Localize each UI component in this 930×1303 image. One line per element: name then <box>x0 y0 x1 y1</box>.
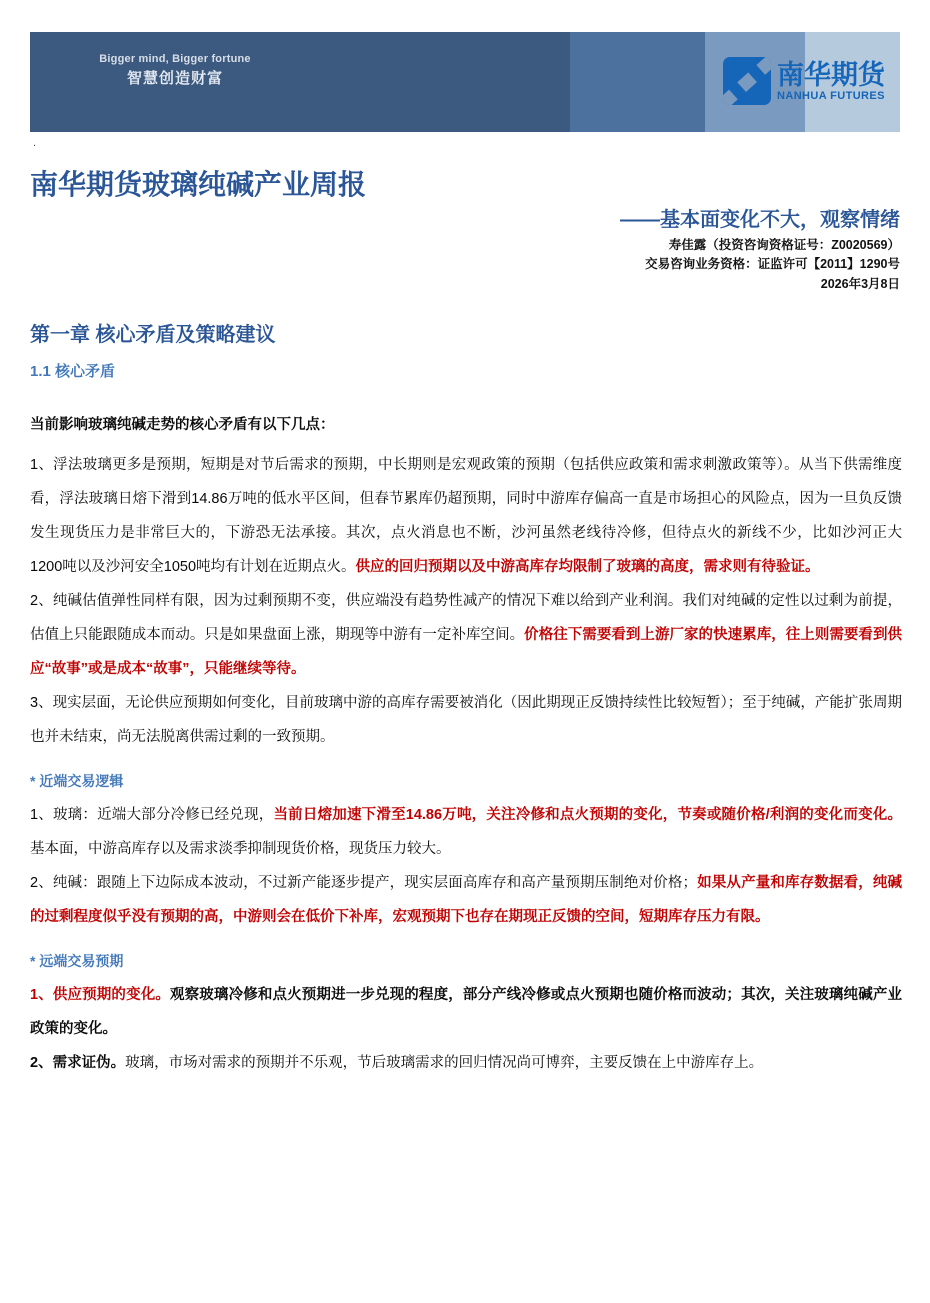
paragraph-3: 3、现实层面，无论供应预期如何变化，目前玻璃中游的高库存需要被消化（因此期现正反馈持续性比较短暂）；至于纯碱，产能扩张周期也并未结束，尚无法脱离供需过剩的一致预期。 <box>30 695 902 745</box>
far-term-item-2 <box>30 1046 902 1080</box>
report-date: 2026年3月8日 <box>820 276 900 291</box>
near-term-item-2 <box>30 866 902 934</box>
body-lead: 当前影响玻璃纯碱走势的核心矛盾有以下几点： <box>30 417 335 433</box>
far-term-item-1 <box>30 978 902 1046</box>
near-term-1-highlight: 当前日熔加速下滑至14.86万吨，关注冷修和点火预期的变化，节奏或随价格/利润的变化而变化。 <box>273 807 902 823</box>
paragraph-2-highlight: 价格往下需要看到上游厂家的快速累库，往上则需要看到供应“故事”或是成本“故事”，只能继续等待。 <box>30 627 903 677</box>
near-term-item-1 <box>30 798 902 866</box>
near-term-1-text: 1、玻璃：近端大部分冷修已经兑现， <box>30 807 274 823</box>
far-term-2-label: 2、需求证伪。 <box>30 1055 126 1071</box>
license-number: 交易咨询业务资格：证监许可【2011】1290号 <box>645 257 900 272</box>
page-subtitle: ——基本面变化不大，观察情绪 <box>620 209 900 231</box>
document-body <box>30 408 902 1080</box>
chapter-heading: 第一章 核心矛盾及策略建议 <box>30 324 276 346</box>
logo-name-english: NANHUA FUTURES <box>777 90 885 102</box>
company-tagline <box>55 52 295 89</box>
paragraph-1-text: 1、浮法玻璃更多是预期，短期是对节后需求的预期，中长期则是宏观政策的预期（包括供应政策和需求刺激政策等）。从当下供需维度看，浮法玻璃日熔下滑到14.86万吨的低水平区间，但春节累库仍超预期，同时中游库存偏高一直是市场担心的风险点，因为一旦负反馈发生现货压力是非常巨大的，下游恐无法承接。其次，点火消息也不断，沙河虽然老线待冷修，但待点火的新线不少，比如沙河正大1200吨以及沙河安全1050吨均有计划在近期点火。 <box>30 457 902 575</box>
tagline-chinese: 智慧创造财富 <box>126 69 223 87</box>
far-term-heading: * 远端交易预期 <box>30 953 124 969</box>
near-term-2-highlight: 如果从产量和库存数据看，纯碱的过剩程度似乎没有预期的高，中游则会在低价下补库，宏观预期下也存在期现正反馈的空间，短期库存压力有限。 <box>30 875 903 925</box>
paragraph-1-highlight: 供应的回归预期以及中游高库存均限制了玻璃的高度，需求则有待验证。 <box>355 559 820 575</box>
paragraph-2-text: 2、纯碱估值弹性同样有限，因为过剩预期不变，供应端没有趋势性减产的情况下难以给到产业利润。我们对纯碱的定性以过剩为前提，估值上只能跟随成本而动。只是如果盘面上涨，期现等中游有一定补库空间。 <box>30 593 902 643</box>
nanhua-logo-icon <box>723 57 771 105</box>
tagline-english: Bigger mind, Bigger fortune <box>99 53 251 65</box>
banner-band-mid <box>570 32 705 132</box>
far-term-2-text: 玻璃，市场对需求的预期并不乐观，节后玻璃需求的回归情况尚可博弈，主要反馈在上中游库存上。 <box>125 1055 764 1071</box>
paragraph-2 <box>30 584 902 686</box>
near-term-2-text: 2、纯碱：跟随上下边际成本波动，不过新产能逐步提产，现实层面高库存和高产量预期压制绝对价格； <box>30 875 697 891</box>
section-heading: 1.1 核心矛盾 <box>30 363 116 380</box>
paragraph-1 <box>30 448 902 584</box>
near-term-heading: * 近端交易逻辑 <box>30 773 124 789</box>
document-meta <box>645 236 900 294</box>
near-term-1-tail: 基本面，中游高库存以及需求淡季抑制现货价格，现货压力较大。 <box>30 841 451 857</box>
far-term-1-highlight: 1、供应预期的变化。 <box>30 987 170 1003</box>
analyst-credential: 寿佳露（投资咨询资格证号：Z0020569） <box>668 238 900 252</box>
logo-wordmark <box>777 60 885 102</box>
page-title: 南华期货玻璃纯碱产业周报 <box>30 169 367 200</box>
stray-mark: . <box>33 137 37 149</box>
far-term-1-text: 观察玻璃冷修和点火预期进一步兑现的程度，部分产线冷修或点火预期也随价格而波动；其次，关注玻璃纯碱产业政策的变化。 <box>30 987 902 1037</box>
company-logo <box>723 57 885 105</box>
logo-name-chinese: 南华期货 <box>777 60 885 90</box>
